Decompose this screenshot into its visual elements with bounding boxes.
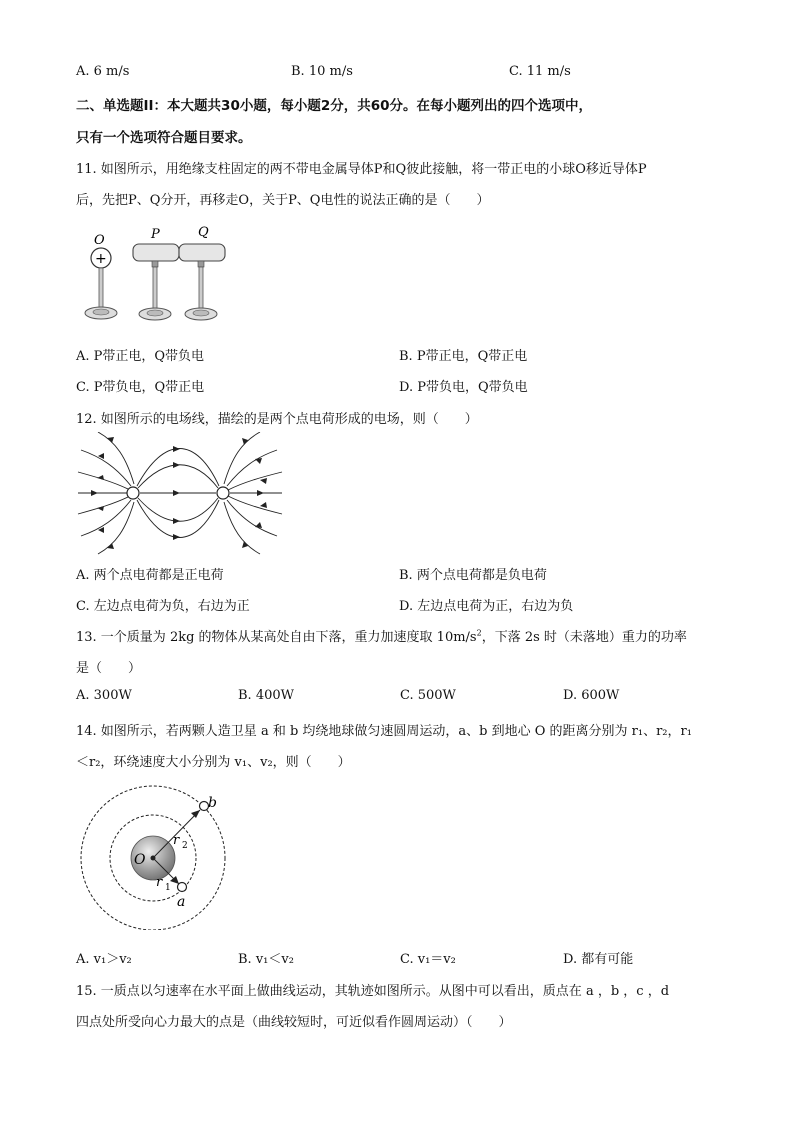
label-p: P	[151, 227, 160, 242]
satellite-a	[178, 883, 187, 892]
q13-option-c: C. 500W	[400, 688, 456, 703]
q13-option-b: B. 400W	[238, 688, 294, 703]
q14-option-a: A. v₁＞v₂	[76, 952, 132, 967]
q13-stem-line2: 是（ ）	[76, 661, 142, 676]
q14-stem-line1: 14. 如图所示，若两颗人造卫星 a 和 b 均绕地球做匀速圆周运动，a、b 到地心 O 的距离分别为 r₁、r₂，r₁	[76, 724, 692, 739]
option-c: C. 11 m/s	[509, 64, 571, 79]
q11-stem-line2: 后，先把P、Q分开，再移走O，关于P、Q电性的说法正确的是（ ）	[76, 193, 490, 208]
svg-text:2: 2	[182, 841, 188, 851]
plus-sign: +	[95, 251, 107, 267]
q14-orbit-figure	[76, 780, 236, 930]
conductor-p	[133, 244, 179, 261]
q13-stem-line1: 13. 一个质量为 2kg 的物体从某高处自由下落，重力加速度取 $10m/s^2$，下落 2s 时（未落地）重力的功率	[76, 628, 687, 645]
label-o: O	[94, 233, 105, 248]
svg-text:O: O	[134, 852, 146, 868]
q12-electric-field-figure	[76, 432, 286, 556]
q11-option-d: D. P带负电，Q带负电	[399, 380, 528, 395]
q12-option-d: D. 左边点电荷为正，右边为负	[399, 599, 574, 614]
q12-option-a: A. 两个点电荷都是正电荷	[76, 568, 224, 583]
left-charge	[127, 487, 139, 499]
right-charge	[217, 487, 229, 499]
section-heading-line2: 只有一个选项符合题目要求。	[76, 130, 252, 146]
q11-option-c: C. P带负电，Q带正电	[76, 380, 205, 395]
q14-option-b: B. v₁＜v₂	[238, 952, 294, 967]
q12-option-c: C. 左边点电荷为负，右边为正	[76, 599, 250, 614]
q15-stem-line1: 15. 一质点以匀速率在水平面上做曲线运动，其轨迹如图所示。从图中可以看出，质点在 a ，b ，c ，d	[76, 984, 670, 999]
svg-text:a: a	[177, 894, 186, 910]
q15-stem-line2: 四点处所受向心力最大的点是（曲线较短时，可近似看作圆周运动）（ ）	[76, 1015, 512, 1030]
q12-option-b: B. 两个点电荷都是负电荷	[399, 568, 547, 583]
q12-stem-line1: 12. 如图所示的电场线，描绘的是两个点电荷形成的电场，则（ ）	[76, 412, 478, 427]
q14-option-d: D. 都有可能	[563, 952, 634, 967]
svg-text:r: r	[173, 833, 180, 848]
section-heading-line1: 二、单选题II：本大题共30小题，每小题2分，共60分。在每小题列出的四个选项中，	[76, 98, 593, 114]
conductor-q	[179, 244, 225, 261]
q14-stem-line2: ＜r₂，环绕速度大小分别为 v₁、v₂，则（ ）	[76, 755, 351, 770]
q11-figure	[76, 222, 236, 330]
svg-text:1: 1	[165, 883, 171, 893]
q13-option-d: D. 600W	[563, 688, 620, 703]
q13-option-a: A. 300W	[76, 688, 132, 703]
svg-text:b: b	[208, 795, 217, 811]
q14-option-c: C. v₁＝v₂	[400, 952, 456, 967]
q11-option-b: B. P带正电，Q带正电	[399, 349, 528, 364]
option-a: A. 6 m/s	[76, 64, 130, 79]
svg-text:r: r	[156, 875, 163, 890]
label-q: Q	[198, 225, 209, 240]
option-b: B. 10 m/s	[291, 64, 353, 79]
q11-stem-line1: 11. 如图所示，用绝缘支柱固定的两不带电金属导体P和Q彼此接触，将一带正电的小球O移近导体P	[76, 162, 647, 177]
q11-option-a: A. P带正电，Q带负电	[76, 349, 205, 364]
